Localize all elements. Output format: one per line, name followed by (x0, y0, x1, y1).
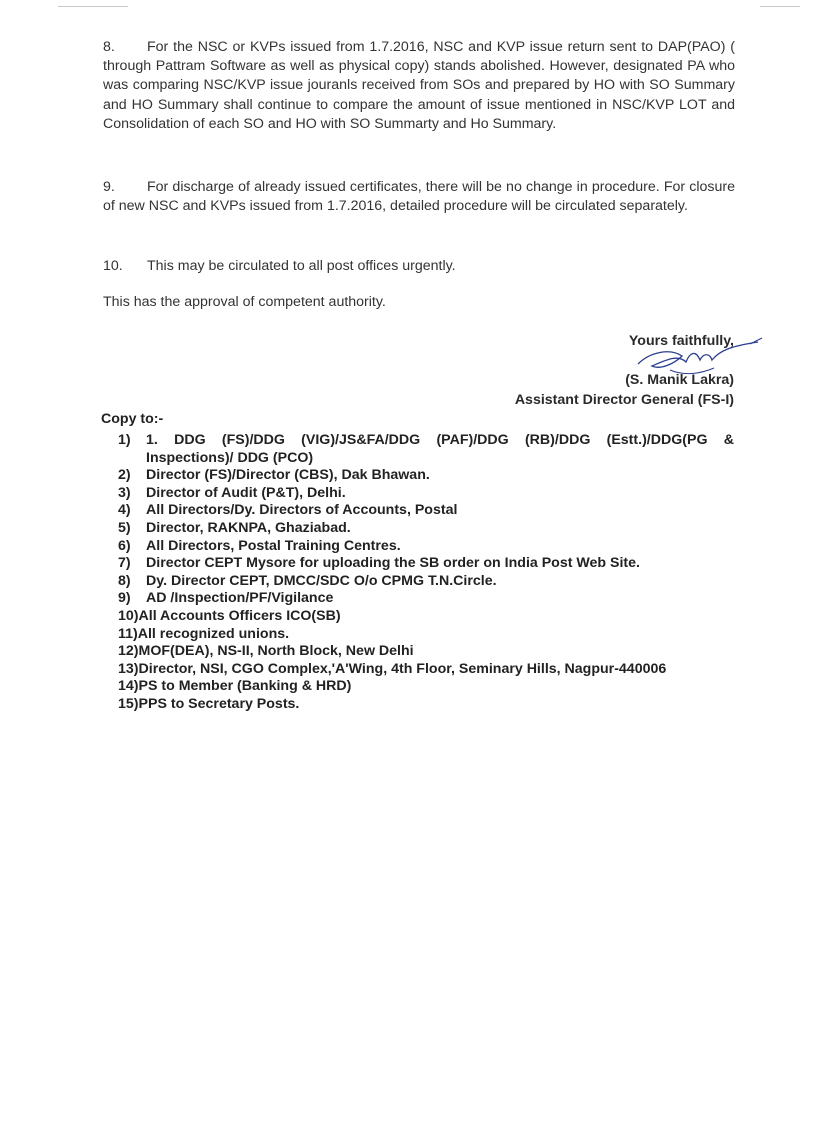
list-item (118, 608, 734, 626)
item-number: 11) (118, 625, 138, 642)
item-text: Dy. Director CEPT, DMCC/SDC O/o CPMG T.N.Circle. (146, 572, 497, 589)
item-text: All Accounts Officers ICO(SB) (138, 607, 341, 624)
list-item (118, 432, 734, 450)
list-item (118, 643, 734, 661)
paragraph-number: 8. (103, 39, 115, 55)
item-text: Director, NSI, CGO Complex,'A'Wing, 4th Floor, Seminary Hills, Nagpur-440006 (138, 660, 667, 677)
paragraph-number: 9. (103, 179, 115, 195)
scan-artifact-line (58, 6, 128, 7)
signatory-designation: Assistant Director General (FS-I) (514, 392, 734, 408)
item-number: 14) (118, 678, 139, 695)
paragraph-text: This may be circulated to all post offices urgently. (147, 258, 456, 274)
paragraph-text: For the NSC or KVPs issued from 1.7.2016, NSC and KVP issue return sent to DAP(PAO) ( through Pattram Software as well as physical copy) stands abolished. However, designated PA who was comparing NSC/KVP issue jouranls received from SOs and prepared by HO with SO Summary and HO Summary shall continue to compare the amount of issue mentioned in NSC/KVP LOT and Consolidation of each SO and HO with SO Summarty and Ho Summary. (103, 39, 735, 132)
item-number: 4) (118, 502, 131, 519)
item-number: 7) (118, 555, 131, 572)
item-text: Director, RAKNPA, Ghaziabad. (146, 519, 351, 536)
list-item (118, 467, 734, 485)
list-item (118, 520, 734, 538)
signatory-name: (S. Manik Lakra) (625, 372, 734, 388)
item-text: All Directors/Dy. Directors of Accounts, Postal (146, 502, 458, 519)
list-item (118, 555, 734, 573)
copy-to-list (118, 432, 734, 714)
list-item (118, 661, 734, 679)
item-number: 6) (118, 537, 131, 554)
list-item (118, 502, 734, 520)
item-number: 5) (118, 519, 131, 536)
closing: Yours faithfully, (628, 333, 734, 349)
item-number: 8) (118, 572, 131, 589)
approval-text: This has the approval of competent authority. (103, 294, 386, 310)
item-number: 9) (118, 590, 131, 607)
list-item (118, 696, 734, 714)
item-text: Director (FS)/Director (CBS), Dak Bhawan. (146, 467, 430, 484)
list-item (118, 626, 734, 644)
list-item (118, 538, 734, 556)
item-number (118, 450, 146, 468)
paragraph-9 (103, 178, 735, 216)
item-number: 1) (118, 432, 131, 448)
item-text: 1. DDG (FS)/DDG (VIG)/JS&FA/DDG (PAF)/DDG (RB)/DDG (Estt.)/DDG(PG & (146, 432, 734, 448)
item-text: Director of Audit (P&T), Delhi. (146, 484, 346, 501)
item-number: 13) (118, 660, 139, 677)
list-item (118, 573, 734, 591)
item-number: 10) (118, 607, 139, 624)
list-item (118, 590, 734, 608)
item-number: 2) (118, 467, 131, 484)
copy-to-label: Copy to:- (101, 411, 164, 427)
item-text: Director CEPT Mysore for uploading the SB order on India Post Web Site. (146, 555, 640, 572)
item-text: AD /Inspection/PF/Vigilance (146, 590, 334, 607)
item-text: All recognized unions. (137, 625, 290, 642)
paragraph-text: For discharge of already issued certificates, there will be no change in procedure. For closure of new NSC and KVPs issued from 1.7.2016, detailed procedure will be circulated separately. (103, 179, 735, 215)
list-item (118, 450, 734, 468)
item-number: 12) (118, 643, 139, 660)
item-text: All Directors, Postal Training Centres. (146, 537, 401, 554)
item-text: PS to Member (Banking & HRD) (138, 678, 352, 695)
paragraph-number: 10. (103, 258, 123, 274)
item-text: MOF(DEA), NS-II, North Block, New Delhi (138, 643, 414, 660)
item-text: PPS to Secretary Posts. (138, 695, 300, 712)
item-number: 15) (118, 695, 139, 712)
item-text: Inspections)/ DDG (PCO) (146, 449, 314, 466)
list-item (118, 678, 734, 696)
paragraph-10 (103, 257, 735, 276)
item-number: 3) (118, 484, 131, 501)
list-item (118, 485, 734, 503)
scan-artifact-line (760, 6, 800, 7)
paragraph-8 (103, 38, 735, 134)
